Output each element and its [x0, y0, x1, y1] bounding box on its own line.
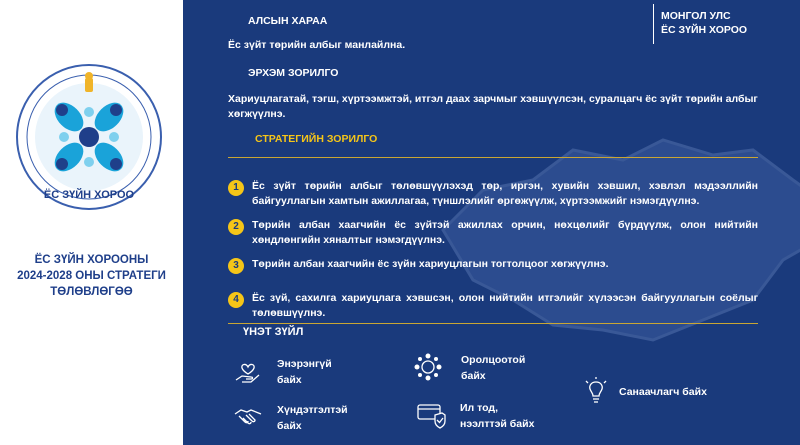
value-label-line-1: Хүндэтгэлтэй — [277, 404, 348, 416]
org-name — [661, 9, 747, 37]
title-line-2: 2024-2028 ОНЫ СТРАТЕГИ — [17, 270, 166, 282]
page-title — [0, 252, 183, 300]
org-line-2: ЁС ЗҮЙН ХОРОО — [661, 24, 748, 36]
people-circle-icon — [413, 352, 443, 382]
title-line-1: ЁС ЗҮЙН ХОРООНЫ — [34, 254, 149, 266]
vision-text: Ёс зүйт төрийн албыг манлайлна. — [228, 39, 406, 51]
value-label-line-1: Оролцоотой — [461, 354, 526, 366]
content-panel — [183, 0, 800, 445]
value-label — [277, 356, 332, 388]
values-heading: ҮНЭТ ЗҮЙЛ — [243, 326, 304, 338]
goal-text: Ёс зүй, сахилга хариуцлага хэвшсэн, олон нийтийн итгэлийг хүлээсэн байгууллагын соёлыг төлөвшүүлнэ. — [252, 292, 758, 319]
value-label-line-1: Ил тод, — [460, 402, 498, 414]
mission-text: Хариуцлагатай, тэгш, хүртээмжтэй, итгэл даах зарчмыг хэвшүүлсэн, суралцагч ёс зүйт төрийн албыг хөгжүүлнэ. — [228, 93, 758, 120]
vision-heading: АЛСЫН ХАРАА — [248, 15, 328, 27]
lightbulb-icon — [581, 376, 611, 406]
value-label-line-2: байх — [277, 420, 302, 432]
value-label-line-1: Санаачлагч байх — [619, 386, 707, 398]
value-label — [619, 384, 707, 400]
org-line-1: МОНГОЛ УЛС — [661, 10, 731, 22]
value-label — [460, 400, 534, 432]
value-label-line-2: нээлттэй байх — [460, 418, 535, 430]
goal-number: 4 — [228, 292, 244, 308]
goal-text: Төрийн албан хаагчийн ёс зүйтэй ажиллах орчин, нөхцөлийг бүрдүүлж, олон нийтийн хөндлөнгийн хяналтыг нэмэгдүүлнэ. — [252, 219, 758, 246]
header-divider — [653, 4, 654, 44]
heart-hand-icon — [233, 356, 263, 386]
values-divider — [228, 323, 758, 324]
value-label — [277, 402, 348, 434]
committee-logo — [14, 62, 164, 212]
value-label — [461, 352, 525, 384]
goal-number: 2 — [228, 219, 244, 235]
goal-text: Ёс зүйт төрийн албыг төлөвшүүлэхэд төр, иргэн, хувийн хэвшил, хэвлэл мэдээллийн байгууллагын хамтын ажиллагаа, түншлэлийг өргөжүүлж, хүртээмжийг нэмэгдүүлнэ. — [252, 180, 758, 207]
value-label-line-2: байх — [461, 370, 486, 382]
value-label-line-1: Энэрэнгүй — [277, 358, 332, 370]
strategic-divider — [228, 157, 758, 158]
handshake-icon — [233, 402, 263, 432]
mission-heading: ЭРХЭМ ЗОРИЛГО — [248, 67, 339, 79]
goal-number: 3 — [228, 258, 244, 274]
value-label-line-2: байх — [277, 374, 302, 386]
logo-caption: ЁС ЗҮЙН ХОРОО — [43, 189, 135, 201]
card-shield-icon — [416, 400, 446, 430]
title-line-3: ТӨЛӨВЛӨГӨӨ — [50, 286, 133, 298]
strategic-heading: СТРАТЕГИЙН ЗОРИЛГО — [255, 133, 378, 145]
goal-number: 1 — [228, 180, 244, 196]
goal-text: Төрийн албан хаагчийн ёс зүйн хариуцлагын тогтолцоог хөгжүүлнэ. — [252, 258, 609, 270]
left-panel — [0, 0, 183, 445]
